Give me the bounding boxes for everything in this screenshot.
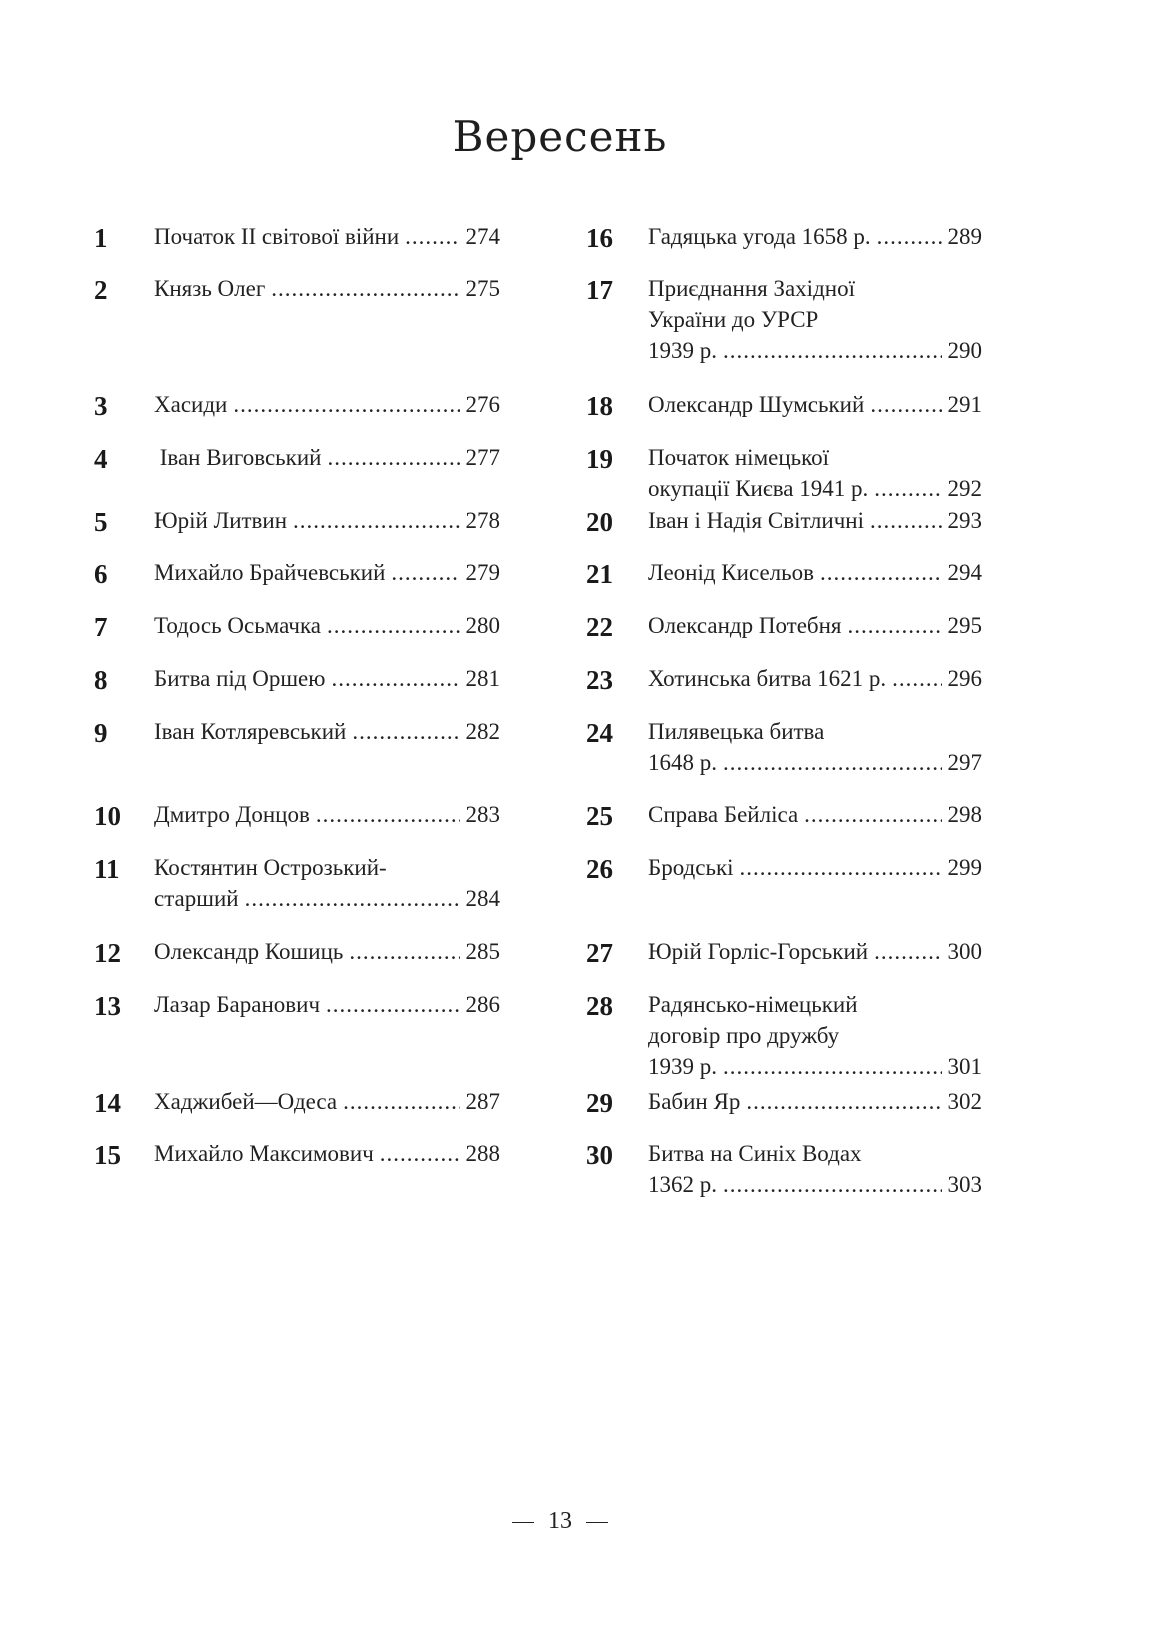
dot-leader xyxy=(271,273,459,304)
toc-entry-page: 296 xyxy=(947,666,982,691)
toc-entry-number: 29 xyxy=(586,1088,613,1118)
toc-entry-number: 22 xyxy=(586,612,613,642)
toc-entry-number: 9 xyxy=(94,718,108,748)
toc-entry-page: 292 xyxy=(947,476,982,501)
dot-leader xyxy=(245,883,460,914)
dot-leader xyxy=(870,389,941,420)
toc-entry-title: Леонід Кисельов xyxy=(648,560,814,585)
toc-entry-number: 24 xyxy=(586,718,613,748)
toc-entry-title: Хасиди xyxy=(154,392,228,417)
toc-entry-number: 3 xyxy=(94,391,108,421)
toc-entry-number: 8 xyxy=(94,665,108,695)
dot-leader xyxy=(723,747,942,778)
dot-leader xyxy=(848,610,942,641)
dot-leader xyxy=(892,663,941,694)
toc-entry-page: 300 xyxy=(947,939,982,964)
toc-entry-page: 284 xyxy=(465,886,500,911)
toc-entry-page: 285 xyxy=(465,939,500,964)
toc-entry-title: Битва на Синіх Водах xyxy=(648,1141,862,1166)
toc-entry-number: 7 xyxy=(94,612,108,642)
toc-entry-title: Іван Виговський xyxy=(154,445,322,470)
toc-entry-title: Приєднання Західної xyxy=(648,276,855,301)
toc-entry-number: 16 xyxy=(586,223,613,253)
toc-entry-page: 303 xyxy=(947,1172,982,1197)
dot-leader xyxy=(327,442,459,473)
toc-entry-title: окупації Києва 1941 р. xyxy=(648,476,869,501)
page-footer xyxy=(0,1508,1120,1535)
dot-leader xyxy=(316,799,460,830)
toc-entry-title: Іван і Надія Світличні xyxy=(648,508,864,533)
dot-leader xyxy=(874,936,941,967)
toc-entry-number: 14 xyxy=(94,1088,121,1118)
dot-leader xyxy=(405,221,459,252)
dot-leader xyxy=(349,936,459,967)
toc-entry-title: Олександр Шумський xyxy=(648,392,865,417)
toc-entry-number: 10 xyxy=(94,801,121,831)
toc-entry-page: 302 xyxy=(947,1089,982,1114)
toc-entry-page: 279 xyxy=(465,560,500,585)
toc-entry-page: 295 xyxy=(947,613,982,638)
toc-entry-page: 274 xyxy=(465,224,500,249)
dot-leader xyxy=(326,989,459,1020)
toc-entry-number: 30 xyxy=(586,1140,613,1170)
toc-entry-number: 15 xyxy=(94,1140,121,1170)
toc-entry-title: Іван Котляревський xyxy=(154,719,347,744)
toc-entry-title: Хотинська битва 1621 р. xyxy=(648,666,887,691)
toc-entry-number: 17 xyxy=(586,275,613,305)
toc-entry-page: 297 xyxy=(947,750,982,775)
toc-entry-number: 23 xyxy=(586,665,613,695)
toc-entry-number: 25 xyxy=(586,801,613,831)
toc-entry-page: 286 xyxy=(465,992,500,1017)
dot-leader xyxy=(877,221,942,252)
toc-entry-title: Початок ІІ світової війни xyxy=(154,224,400,249)
toc-entry-title: Початок німецької xyxy=(648,445,830,470)
dot-leader xyxy=(723,1051,942,1082)
toc-entry-title: 1939 р. xyxy=(648,338,717,363)
dot-leader xyxy=(391,557,459,588)
toc-entry-title: Лазар Баранович xyxy=(154,992,321,1017)
toc-entry-page: 277 xyxy=(465,445,500,470)
toc-entry-page: 301 xyxy=(947,1054,982,1079)
toc-entry-title: 1939 р. xyxy=(648,1054,717,1079)
toc-entry-number: 4 xyxy=(94,444,108,474)
toc-entry-page: 280 xyxy=(465,613,500,638)
toc-entry-number: 13 xyxy=(94,991,121,1021)
toc-entry-page: 276 xyxy=(465,392,500,417)
toc-entry-title: старший xyxy=(154,886,239,911)
footer-dash-left xyxy=(512,1522,534,1524)
toc-entry-page: 278 xyxy=(465,508,500,533)
dot-leader xyxy=(870,505,942,536)
toc-entry-title: Битва під Оршею xyxy=(154,666,326,691)
dot-leader xyxy=(723,1169,942,1200)
dot-leader xyxy=(331,663,459,694)
page-title: Вересень xyxy=(452,112,668,161)
toc-entry-page: 287 xyxy=(465,1089,500,1114)
page-number: 13 xyxy=(548,1508,572,1534)
toc-entry-number: 21 xyxy=(586,559,613,589)
toc-entry-title: Дмитро Донцов xyxy=(154,802,310,827)
toc-entry-number: 12 xyxy=(94,938,121,968)
toc-entry-title: Юрій Горліс-Горський xyxy=(648,939,869,964)
toc-entry-title: Пилявецька битва xyxy=(648,719,825,744)
toc-entry-page: 299 xyxy=(947,855,982,880)
toc-entry-title: договір про дружбу xyxy=(648,1023,840,1048)
toc-entry-page: 290 xyxy=(947,338,982,363)
dot-leader xyxy=(723,335,942,366)
dot-leader xyxy=(233,389,459,420)
toc-entry-number: 5 xyxy=(94,507,108,537)
dot-leader xyxy=(293,505,459,536)
toc-entry-page: 291 xyxy=(947,392,982,417)
toc-entry-title: України до УРСР xyxy=(648,307,819,332)
toc-entry-number: 6 xyxy=(94,559,108,589)
toc-entry-title: 1362 р. xyxy=(648,1172,717,1197)
toc-entry-title: 1648 р. xyxy=(648,750,717,775)
dot-leader xyxy=(352,716,459,747)
toc-entry-page: 289 xyxy=(947,224,982,249)
toc-entry-number: 11 xyxy=(94,854,120,884)
toc-entry-page: 281 xyxy=(465,666,500,691)
toc-entry-page: 275 xyxy=(465,276,500,301)
toc-entry-title: Бродські xyxy=(648,855,734,880)
toc-entry-title: Юрій Литвин xyxy=(154,508,288,533)
dot-leader xyxy=(327,610,460,641)
footer-dash-right xyxy=(586,1522,608,1524)
toc-entry-title: Олександр Потебня xyxy=(648,613,842,638)
dot-leader xyxy=(380,1138,460,1169)
dot-leader xyxy=(820,557,942,588)
dot-leader xyxy=(804,799,941,830)
toc-entry-title: Гадяцька угода 1658 р. xyxy=(648,224,871,249)
toc-entry-page: 282 xyxy=(465,719,500,744)
toc-entry-number: 1 xyxy=(94,223,108,253)
toc-entry-number: 27 xyxy=(586,938,613,968)
dot-leader xyxy=(740,852,942,883)
dot-leader xyxy=(874,473,941,504)
toc-entry-title: Князь Олег xyxy=(154,276,266,301)
toc-entry-page: 294 xyxy=(947,560,982,585)
toc-entry-title: Олександр Кошиць xyxy=(154,939,344,964)
toc-entry-title: Справа Бейліса xyxy=(648,802,799,827)
toc-entry-number: 19 xyxy=(586,444,613,474)
dot-leader xyxy=(343,1086,459,1117)
toc-entry-title: Тодось Осьмачка xyxy=(154,613,321,638)
toc-entry-title: Радянсько-німецький xyxy=(648,992,858,1017)
toc-entry-title: Михайло Максимович xyxy=(154,1141,374,1166)
toc-entry-number: 28 xyxy=(586,991,613,1021)
toc-entry-number: 18 xyxy=(586,391,613,421)
toc-entry-title: Михайло Брайчевський xyxy=(154,560,386,585)
toc-entry-number: 2 xyxy=(94,275,108,305)
toc-entry-page: 283 xyxy=(465,802,500,827)
toc-entry-title: Костянтин Острозький- xyxy=(154,855,387,880)
toc-entry-page: 288 xyxy=(465,1141,500,1166)
toc-entry-title: Бабин Яр xyxy=(648,1089,741,1114)
toc-entry-page: 298 xyxy=(947,802,982,827)
dot-leader xyxy=(746,1086,941,1117)
toc-entry-number: 20 xyxy=(586,507,613,537)
toc-entry-number: 26 xyxy=(586,854,613,884)
toc-entry-title: Хаджибей—Одеса xyxy=(154,1089,338,1114)
toc-entry-page: 293 xyxy=(947,508,982,533)
